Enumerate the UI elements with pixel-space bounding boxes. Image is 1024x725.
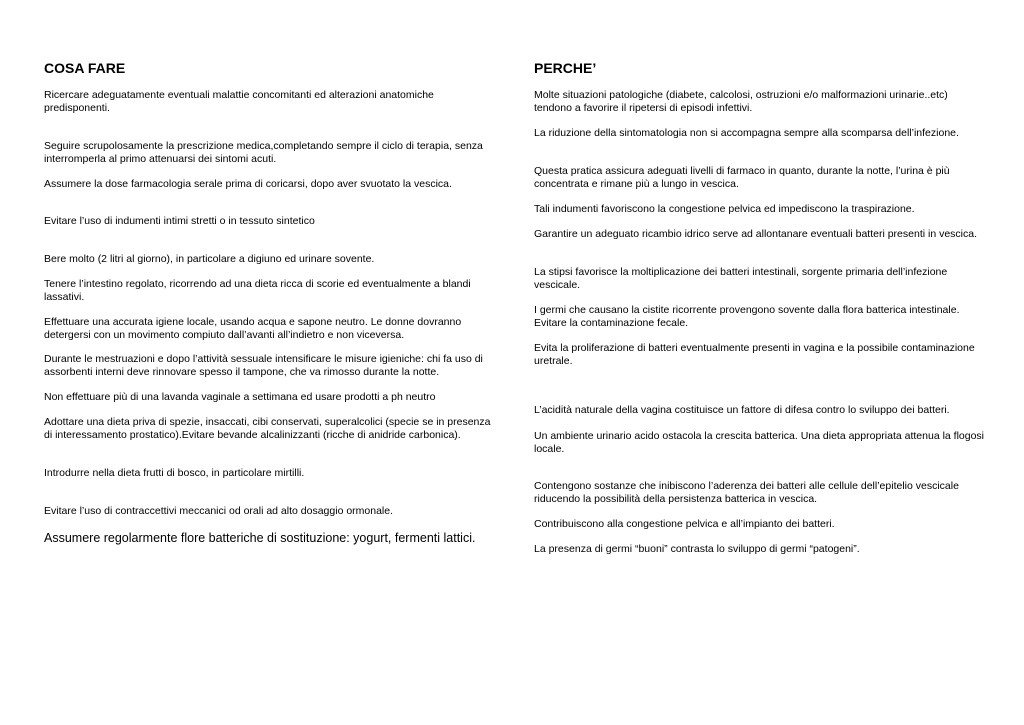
cosa-fare-item: Evitare l’uso di indumenti intimi stretti o in tessuto sintetico [44, 215, 315, 227]
perche-item: Contengono sostanze che inibiscono l’aderenza dei batteri alle cellule dell’epitelio vescicale riducendo la possibilità della persistenza batterica in vescica. [534, 480, 959, 505]
perche-item: I germi che causano la cistite ricorrente provengono sovente dalla flora batterica intestinale. Evitare la contaminazione fecale. [534, 304, 960, 329]
perche-item: Un ambiente urinario acido ostacola la crescita batterica. Una dieta appropriata attenua la flogosi locale. [534, 430, 985, 455]
cosa-fare-item: Tenere l’intestino regolato, ricorrendo ad una dieta ricca di scorie ed eventualmente a blandi lassativi. [44, 278, 471, 303]
cosa-fare-item: Assumere regolarmente flore batteriche di sostituzione: yogurt, fermenti lattici. [44, 531, 476, 545]
cosa-fare-item: Seguire scrupolosamente la prescrizione medica,completando sempre il ciclo di terapia, senza interromperla al primo attenuarsi dei sintomi acuti. [44, 140, 483, 165]
cosa-fare-item: Evitare l’uso di contraccettivi meccanici od orali ad alto dosaggio ormonale. [44, 505, 394, 517]
perche-item: Molte situazioni patologiche (diabete, calcolosi, ostruzioni e/o malformazioni urinarie..etc) tendono a favorire il ripetersi di episodi infettivi. [534, 89, 948, 114]
perche-heading: PERCHE’ [534, 60, 597, 76]
perche-item: Evita la proliferazione di batteri eventualmente presenti in vagina e la possibile contaminazione uretrale. [534, 342, 975, 367]
perche-item: L’acidità naturale della vagina costituisce un fattore di difesa contro lo sviluppo dei batteri. [534, 404, 950, 416]
cosa-fare-item: Durante le mestruazioni e dopo l’attività sessuale intensificare le misure igieniche: chi fa uso di assorbenti interni deve rinnovare spesso il tampone, che va rimosso durante la notte. [44, 353, 483, 378]
perche-item: Garantire un adeguato ricambio idrico serve ad allontanare eventuali batteri presenti in vescica. [534, 228, 977, 240]
cosa-fare-item: Non effettuare più di una lavanda vaginale a settimana ed usare prodotti a ph neutro [44, 391, 436, 403]
cosa-fare-item: Effettuare una accurata igiene locale, usando acqua e sapone neutro. Le donne dovranno detergersi con un movimento compiuto dall’avanti all’indietro e non viceversa. [44, 316, 462, 341]
cosa-fare-item: Assumere la dose farmacologia serale prima di coricarsi, dopo aver svuotato la vescica. [44, 178, 452, 190]
cosa-fare-item: Introdurre nella dieta frutti di bosco, in particolare mirtilli. [44, 467, 305, 479]
cosa-fare-item: Adottare una dieta priva di spezie, insaccati, cibi conservati, superalcolici (specie se in presenza di interessamento prostatico).Evitare bevande alcalinizzanti (ricche di anidride carbonica). [44, 416, 491, 441]
perche-item: La presenza di germi “buoni” contrasta lo sviluppo di germi “patogeni”. [534, 543, 860, 555]
perche-item: Contribuiscono alla congestione pelvica e all’impianto dei batteri. [534, 518, 835, 530]
perche-item: Questa pratica assicura adeguati livelli di farmaco in quanto, durante la notte, l’urina è più concentrata e rimane più a lungo in vescica. [534, 165, 950, 190]
cosa-fare-heading: COSA FARE [44, 60, 126, 76]
cosa-fare-item: Ricercare adeguatamente eventuali malattie concomitanti ed alterazioni anatomiche predisponenti. [44, 89, 434, 114]
cosa-fare-item: Bere molto (2 litri al giorno), in particolare a digiuno ed urinare sovente. [44, 253, 375, 265]
perche-item: Tali indumenti favoriscono la congestione pelvica ed impediscono la traspirazione. [534, 203, 915, 215]
perche-item: La stipsi favorisce la moltiplicazione dei batteri intestinali, sorgente primaria dell’infezione vescicale. [534, 266, 948, 291]
perche-item: La riduzione della sintomatologia non si accompagna sempre alla scomparsa dell’infezione. [534, 127, 959, 139]
